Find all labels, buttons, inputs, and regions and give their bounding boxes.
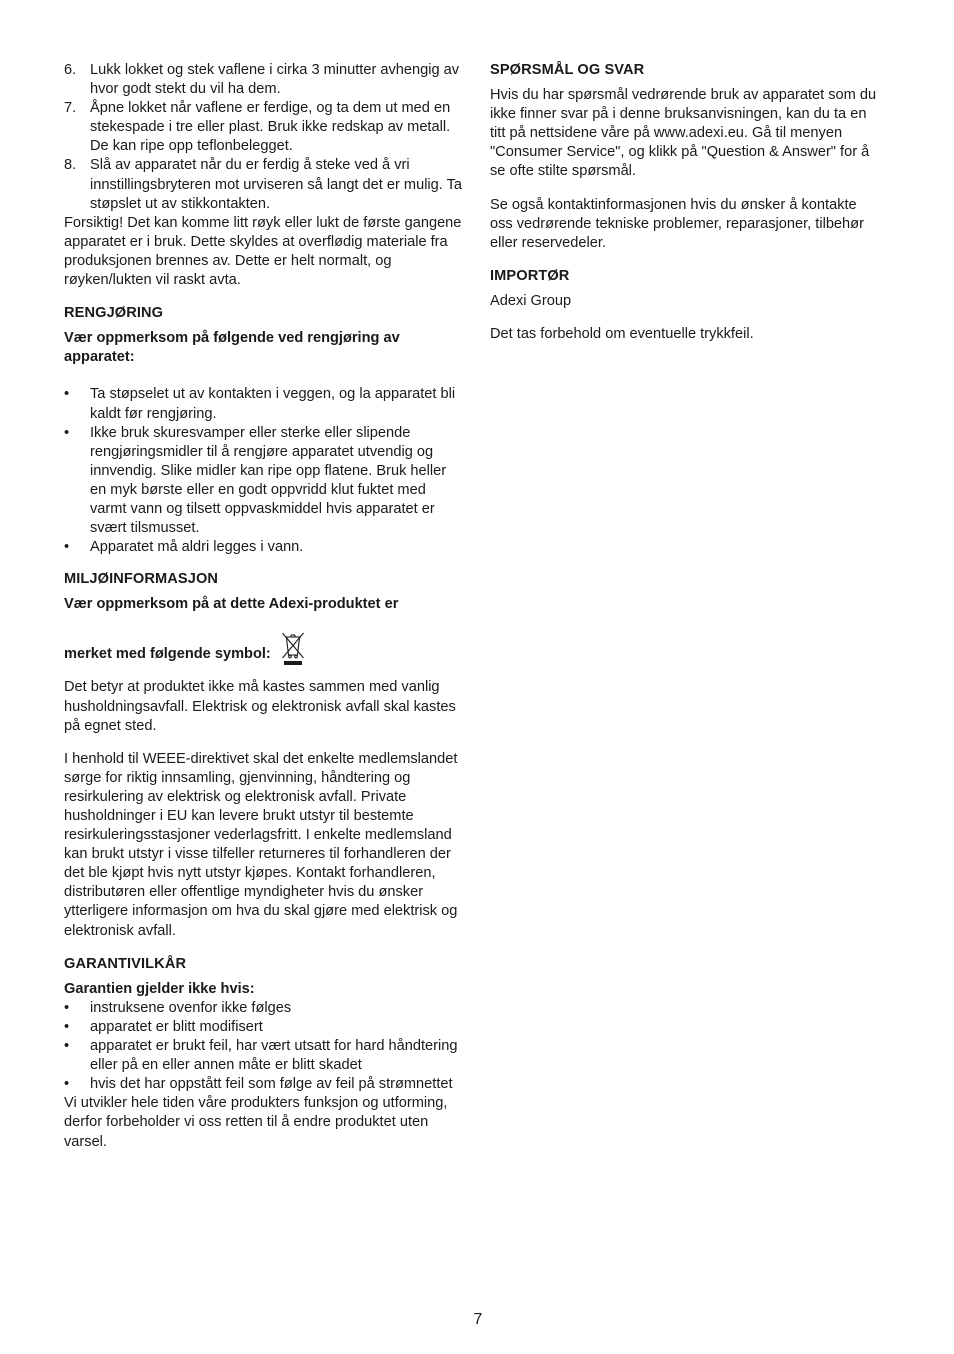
qa-paragraph-1: Hvis du har spørsmål vedrørende bruk av apparatet som du ikke finner svar på i denne bruksanvisningen, kan du ta en titt på nettsidene våre på www.adexi.eu. Gå til menyen "Consumer Service", og klikk på "Question & Answer" for å se ofte stilte spørsmål.: [490, 87, 877, 180]
list-item-text: Apparatet må aldri legges i vann.: [90, 539, 304, 556]
environment-subheading: Vær oppmerksom på at dette Adexi-produktet er: [64, 596, 399, 613]
list-item: [64, 1075, 466, 1094]
caution-paragraph: Forsiktig! Det kan komme litt røyk eller lukt de første gangene apparatet er i bruk. Dette skyldes at overflødig materiale fra produksjonen brennes av. Dette er helt normalt, og røyken/lukten vil raskt avta.: [64, 214, 462, 289]
step-item: [64, 99, 466, 156]
cleaning-heading: RENGJØRING: [64, 305, 164, 322]
list-item-text: apparatet er blitt modifisert: [90, 1018, 263, 1035]
list-item-text: instruksene ovenfor ikke følges: [90, 999, 292, 1016]
bullet-icon: •: [64, 424, 70, 441]
qa-heading: SPØRSMÅL OG SVAR: [490, 62, 645, 78]
importer-name: Adexi Group: [490, 292, 572, 309]
symbol-line: [64, 628, 466, 664]
list-item: [64, 385, 466, 423]
importer-heading: IMPORTØR: [490, 267, 570, 284]
right-column: [490, 61, 880, 358]
bullet-icon: •: [64, 539, 70, 556]
list-item-text: hvis det har oppstått feil som følge av feil på strømnettet: [90, 1076, 453, 1093]
step-number: 7.: [64, 100, 77, 117]
warranty-list: [64, 999, 466, 1094]
warranty-closing: Vi utvikler hele tiden våre produkters funksjon og utforming, derfor forbeholder vi oss retten til å endre produktet uten varsel.: [64, 1095, 448, 1150]
list-item: [64, 1018, 466, 1037]
step-number: 6.: [64, 62, 77, 78]
list-item-text: Ikke bruk skuresvamper eller sterke eller slipende rengjøringsmidler til å rengjøre apparatet utvendig og innvendig. Slike midler kan ripe opp flatene. Bruk heller en myk børste eller en godt oppvridd klut fuktet med varmt vann og tilsett oppvaskmiddel hvis apparatet er svært tilsmusset.: [90, 424, 447, 537]
qa-paragraph-2: Se også kontaktinformasjonen hvis du ønsker å kontakte oss vedrørende tekniske problemer, reparasjoner, tilbehør eller reservedeler.: [490, 196, 864, 251]
cleaning-list: [64, 385, 466, 557]
list-item-text: Ta støpselet ut av kontakten i veggen, og la apparatet bli kaldt før rengjøring.: [90, 386, 456, 422]
environment-heading: MILJØINFORMASJON: [64, 571, 219, 588]
step-item: [64, 156, 466, 213]
left-column: [64, 61, 466, 1166]
symbol-line-text: merket med følgende symbol:: [64, 646, 271, 663]
cleaning-subheading: Vær oppmerksom på følgende ved rengjøring av apparatet:: [64, 330, 400, 366]
warranty-subheading: Garantien gjelder ikke hvis:: [64, 980, 255, 997]
misprint-disclaimer: Det tas forbehold om eventuelle trykkfeil.: [490, 326, 754, 343]
warranty-heading: GARANTIVILKÅR: [64, 955, 187, 972]
step-number: 8.: [64, 157, 77, 174]
step-text: Slå av apparatet når du er ferdig å steke ved å vri innstillingsbryteren mot urviseren så langt det er mulig. Ta støpslet ut av stikkontakten.: [90, 157, 463, 212]
bullet-icon: •: [64, 1076, 70, 1093]
list-item: [64, 999, 466, 1018]
environment-paragraph-2: I henhold til WEEE-direktivet skal det enkelte medlemslandet sørge for riktig innsamling, gjenvinning, håndtering og resirkulering av elektrisk og elektronisk avfall. Private husholdninger i EU kan levere brukt utstyr til bestemte resirkuleringsstasjoner vederlagsfritt. I enkelte medlemsland kan brukt utstyr i visse tilfeller returneres til forhandleren der det ble kjøpt hvis nytt utstyr kjøpes. Kontakt forhandleren, distributøren eller offentlige myndigheter hvis du ønsker ytterligere informasjon om hva du skal gjøre med elektrisk og elektronisk avfall.: [64, 750, 458, 939]
bullet-icon: •: [64, 1038, 70, 1055]
step-text: Lukk lokket og stek vaflene i cirka 3 minutter avhengig av hvor godt stekt du vil ha dem.: [90, 62, 460, 98]
list-item: [64, 424, 466, 539]
list-item: [64, 1037, 466, 1075]
page-number: 7: [473, 1311, 483, 1328]
list-item-text: apparatet er brukt feil, har vært utsatt for hard håndtering eller på en eller annen måte er blitt skadet: [90, 1038, 458, 1074]
step-item: [64, 61, 466, 99]
bullet-icon: •: [64, 999, 70, 1016]
bullet-icon: •: [64, 1018, 70, 1035]
list-item: [64, 538, 466, 557]
environment-paragraph-1: Det betyr at produktet ikke må kastes sammen med vanlig husholdningsavfall. Elektrisk og elektronisk avfall skal kastes på egnet sted.: [64, 679, 456, 734]
bullet-icon: •: [64, 386, 70, 403]
instruction-steps: [64, 61, 466, 214]
weee-crossed-bin-icon: [281, 630, 305, 666]
step-text: Åpne lokket når vaflene er ferdige, og ta dem ut med en stekespade i tre eller plast. Bruk ikke redskap av metall. De kan ripe opp teflonbelegget.: [90, 100, 451, 155]
